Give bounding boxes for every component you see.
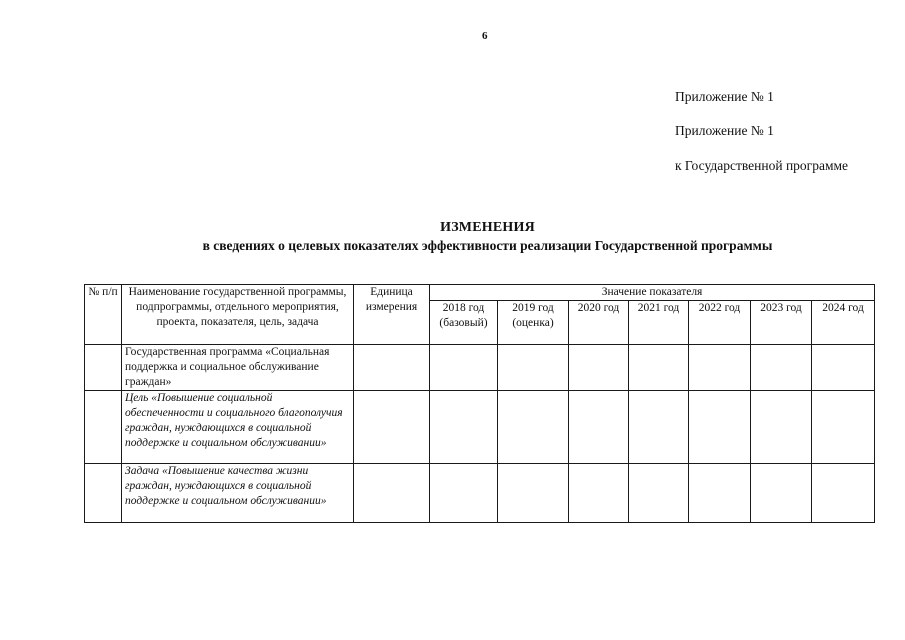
value-cell xyxy=(812,390,875,463)
value-cell xyxy=(629,344,689,390)
value-cell xyxy=(629,463,689,522)
column-header-year-2023: 2023 год xyxy=(751,300,812,344)
document-title: ИЗМЕНЕНИЯ xyxy=(440,220,535,235)
row-name-cell: Государственная программа «Социальная поддержка и социальное обслуживание граждан» xyxy=(122,344,354,390)
row-unit-cell xyxy=(354,390,430,463)
row-number-cell xyxy=(85,344,122,390)
row-unit-cell xyxy=(354,344,430,390)
table-row xyxy=(85,463,875,522)
document-subtitle: в сведениях о целевых показателях эффективности реализации Государственной программы xyxy=(202,238,773,253)
value-cell xyxy=(569,344,629,390)
value-cell xyxy=(498,390,569,463)
row-number-cell xyxy=(85,463,122,522)
column-header-year-2021: 2021 год xyxy=(629,300,689,344)
appendix-program-reference: к Государственной программе xyxy=(675,158,849,173)
column-header-number: № п/п xyxy=(85,285,122,345)
column-header-value-group: Значение показателя xyxy=(430,285,875,301)
table-row xyxy=(85,344,875,390)
value-cell xyxy=(430,390,498,463)
row-name-cell: Задача «Повышение качества жизни граждан, нуждающихся в социальной поддержке и социальном обслуживании» xyxy=(122,463,354,522)
table-header-row xyxy=(85,285,875,301)
value-cell xyxy=(812,463,875,522)
value-cell xyxy=(689,463,751,522)
value-cell xyxy=(569,390,629,463)
value-cell xyxy=(689,344,751,390)
value-cell xyxy=(751,344,812,390)
column-header-name: Наименование государственной программы, подпрограммы, отдельного мероприятия, проекта, показателя, цель, задача xyxy=(122,285,354,345)
page-number: 6 xyxy=(482,30,488,42)
column-header-unit: Единица измерения xyxy=(354,285,430,345)
column-header-year-2022: 2022 год xyxy=(689,300,751,344)
value-cell xyxy=(812,344,875,390)
column-header-year-2019: 2019 год (оценка) xyxy=(498,300,569,344)
value-cell xyxy=(629,390,689,463)
column-header-year-2024: 2024 год xyxy=(812,300,875,344)
indicators-table xyxy=(84,284,875,523)
value-cell xyxy=(751,463,812,522)
row-unit-cell xyxy=(354,463,430,522)
appendix-label: Приложение № 1 xyxy=(675,89,774,104)
value-cell xyxy=(751,390,812,463)
value-cell xyxy=(498,463,569,522)
row-name-cell: Цель «Повышение социальной обеспеченности и социального благополучия граждан, нуждающихся в социальной поддержке и социальном обслуживании» xyxy=(122,390,354,463)
value-cell xyxy=(498,344,569,390)
row-number-cell xyxy=(85,390,122,463)
table-row xyxy=(85,390,875,463)
appendix-label-repeat: Приложение № 1 xyxy=(675,123,774,138)
value-cell xyxy=(430,463,498,522)
value-cell xyxy=(430,344,498,390)
value-cell xyxy=(569,463,629,522)
column-header-year-2018: 2018 год (базовый) xyxy=(430,300,498,344)
value-cell xyxy=(689,390,751,463)
column-header-year-2020: 2020 год xyxy=(569,300,629,344)
